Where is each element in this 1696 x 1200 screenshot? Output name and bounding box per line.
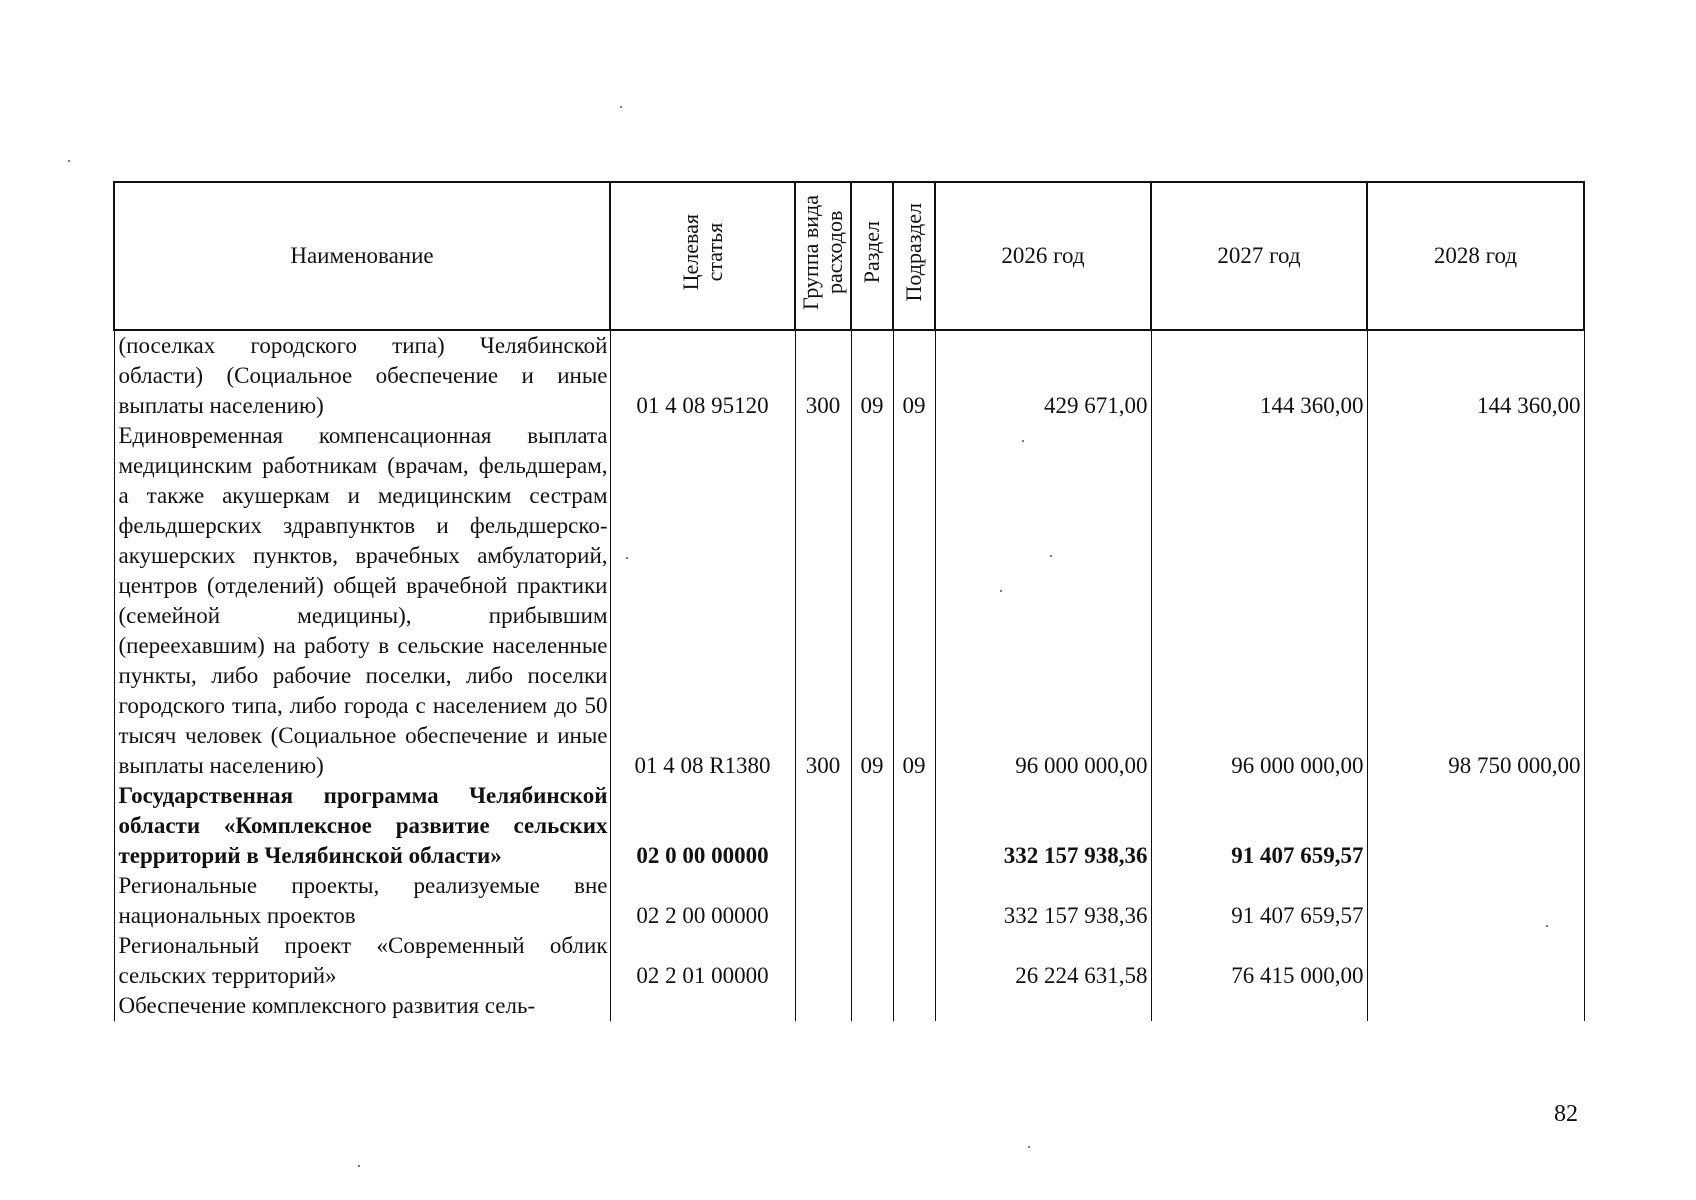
row-amount-2027: 91 407 659,57 <box>1151 871 1367 931</box>
scan-speck <box>1000 590 1002 592</box>
row-name: Обеспечение комплексного развития сель- <box>114 991 610 1021</box>
header-expense-group-label: Группа вида расходов <box>798 194 847 310</box>
scan-speck <box>1022 440 1024 442</box>
row-section <box>851 991 893 1021</box>
table-row <box>114 421 1584 781</box>
row-section <box>851 931 893 991</box>
row-target-article <box>610 991 795 1021</box>
header-2026 <box>935 182 1151 330</box>
row-target-article: 01 4 08 95120 <box>610 330 795 421</box>
row-expense-group: 300 <box>795 330 851 421</box>
row-subsection <box>893 991 935 1021</box>
row-amount-2028 <box>1367 781 1584 871</box>
table-row <box>114 931 1584 991</box>
header-2027-label: 2027 год <box>1217 243 1301 268</box>
header-expense-group <box>795 182 851 330</box>
scan-speck <box>620 106 622 108</box>
row-section: 09 <box>851 421 893 781</box>
header-2027 <box>1151 182 1367 330</box>
row-expense-group: 300 <box>795 421 851 781</box>
row-subsection <box>893 931 935 991</box>
scan-speck <box>1546 925 1548 927</box>
table-row <box>114 991 1584 1021</box>
header-subsection-label: Подраздел <box>901 202 926 302</box>
table-header-row <box>114 182 1584 330</box>
row-amount-2026: 96 000 000,00 <box>935 421 1151 781</box>
row-expense-group <box>795 931 851 991</box>
row-target-article: 02 2 00 00000 <box>610 871 795 931</box>
row-amount-2028 <box>1367 931 1584 991</box>
scan-speck <box>1050 555 1052 557</box>
header-section-label: Раздел <box>859 220 884 284</box>
row-amount-2027: 76 415 000,00 <box>1151 931 1367 991</box>
header-name-label: Наименование <box>290 243 434 268</box>
row-section <box>851 781 893 871</box>
row-target-article: 02 2 01 00000 <box>610 931 795 991</box>
header-target-article-label: Целевая статья <box>677 213 727 291</box>
row-expense-group <box>795 991 851 1021</box>
header-name <box>114 182 610 330</box>
row-subsection: 09 <box>893 330 935 421</box>
scan-speck <box>358 1165 360 1167</box>
row-subsection: 09 <box>893 421 935 781</box>
header-2026-label: 2026 год <box>1001 243 1085 268</box>
row-amount-2028: 98 750 000,00 <box>1367 421 1584 781</box>
header-subsection <box>893 182 935 330</box>
table-row <box>114 781 1584 871</box>
row-amount-2027: 144 360,00 <box>1151 330 1367 421</box>
scan-speck <box>68 160 70 162</box>
row-subsection <box>893 871 935 931</box>
row-name: Единовременная компенсационная выплата медицинским работникам (врачам, фельдшерам, а также акушеркам и медицинским сестрам фельдшерских здравпунктов и фельдшерско-акушерских пунктов, врачебных амбулаторий, центров (отделений) общей врачебной практики (семейной медицины), прибывшим (переехавшим) на работу в сельские населенные пункты, либо рабочие поселки, либо поселки городского типа, либо города с населением до 50 тысяч человек (Социальное обеспечение и иные выплаты населению) <box>114 421 610 781</box>
row-amount-2028: 144 360,00 <box>1367 330 1584 421</box>
header-2028-label: 2028 год <box>1433 243 1518 268</box>
row-amount-2026: 429 671,00 <box>935 330 1151 421</box>
row-name: (поселках городского типа) Челябинской области) (Социальное обеспечение и иные выплаты населению) <box>114 330 610 421</box>
row-amount-2026: 26 224 631,58 <box>935 931 1151 991</box>
row-amount-2027: 96 000 000,00 <box>1151 421 1367 781</box>
row-expense-group <box>795 781 851 871</box>
row-target-article: 02 0 00 00000 <box>610 781 795 871</box>
header-2028 <box>1367 182 1584 330</box>
row-subsection <box>893 781 935 871</box>
row-amount-2026: 332 157 938,36 <box>935 781 1151 871</box>
row-name: Региональный проект «Современный облик сельских территорий» <box>114 931 610 991</box>
header-target-article <box>610 182 795 330</box>
row-amount-2027 <box>1151 991 1367 1021</box>
row-amount-2026: 332 157 938,36 <box>935 871 1151 931</box>
row-amount-2027: 91 407 659,57 <box>1151 781 1367 871</box>
row-amount-2028 <box>1367 871 1584 931</box>
scan-speck <box>626 557 628 559</box>
row-expense-group <box>795 871 851 931</box>
page-number: 82 <box>1554 1101 1578 1127</box>
scan-speck <box>1028 1146 1030 1148</box>
row-section: 09 <box>851 330 893 421</box>
row-name: Региональные проекты, реализуемые вне национальных проектов <box>114 871 610 931</box>
budget-table <box>113 181 1585 1021</box>
row-name: Государственная программа Челябинской области «Комплексное развитие сельских территорий в Челябинской области» <box>114 781 610 871</box>
table-row <box>114 871 1584 931</box>
header-section <box>851 182 893 330</box>
row-amount-2028 <box>1367 991 1584 1021</box>
row-section <box>851 871 893 931</box>
row-target-article: 01 4 08 R1380 <box>610 421 795 781</box>
table-row <box>114 330 1584 421</box>
row-amount-2026 <box>935 991 1151 1021</box>
